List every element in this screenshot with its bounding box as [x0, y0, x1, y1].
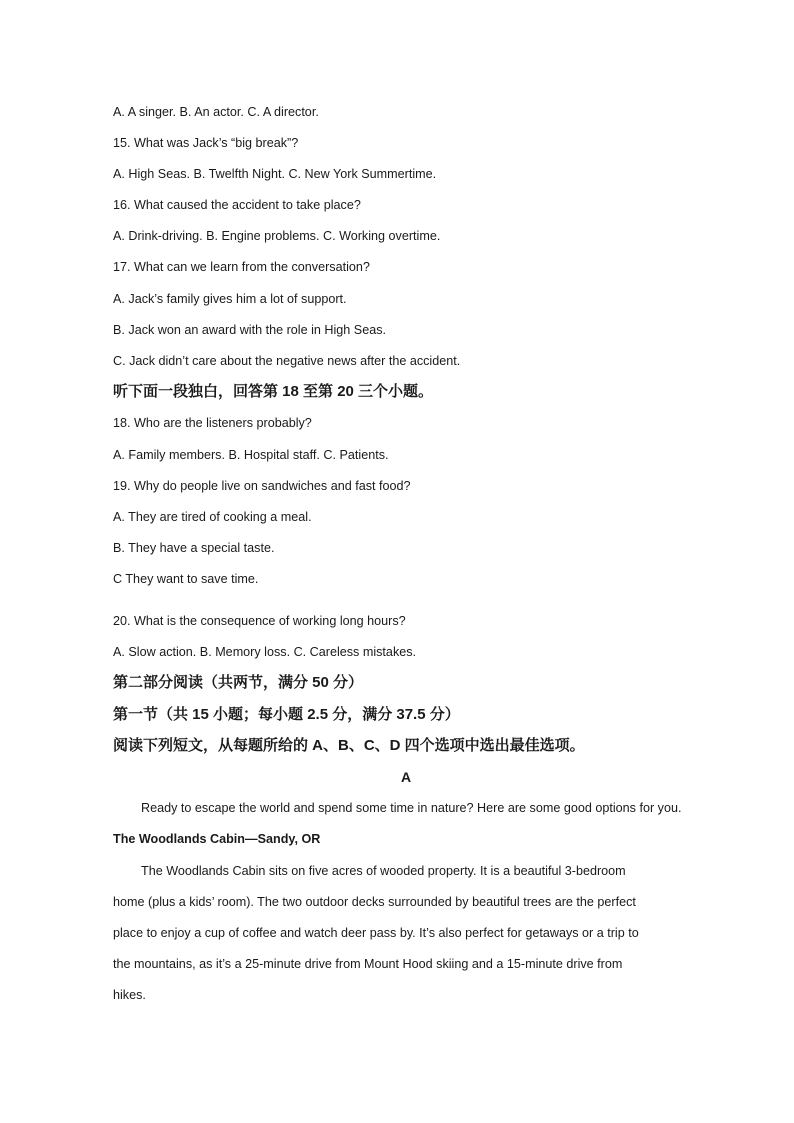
option-b-q19: B. They have a special taste.	[113, 541, 275, 555]
option-c-q19: C They want to save time.	[113, 572, 259, 586]
passage-a-title: A	[400, 769, 412, 785]
option-line-q14: A. A singer. B. An actor. C. A director.	[113, 105, 319, 119]
option-c-q17: C. Jack didn’t care about the negative news after the accident.	[113, 354, 461, 368]
question-18: 18. Who are the listeners probably?	[113, 416, 312, 430]
part-two-heading: 第二部分阅读（共两节，满分 50 分）	[113, 674, 364, 691]
passage-paragraph-line-5: hikes.	[113, 988, 146, 1002]
option-line-q18: A. Family members. B. Hospital staff. C. Patients.	[113, 448, 389, 462]
reading-instruction-heading: 阅读下列短文，从每题所给的 A、B、C、D 四个选项中选出最佳选项。	[113, 737, 585, 754]
question-17: 17. What can we learn from the conversation?	[113, 260, 370, 274]
option-line-q15: A. High Seas. B. Twelfth Night. C. New York Summertime.	[113, 167, 437, 181]
question-16: 16. What caused the accident to take place?	[113, 198, 361, 212]
listening-instruction-heading: 听下面一段独白，回答第 18 至第 20 三个小题。	[113, 383, 434, 400]
question-15: 15. What was Jack’s “big break”?	[113, 136, 299, 150]
option-b-q17: B. Jack won an award with the role in High Seas.	[113, 323, 387, 337]
option-a-q19: A. They are tired of cooking a meal.	[113, 510, 312, 524]
passage-paragraph-line-3: place to enjoy a cup of coffee and watch deer pass by. It’s also perfect for getaways or a trip to	[113, 926, 639, 940]
question-20: 20. What is the consequence of working long hours?	[113, 614, 406, 628]
passage-intro: Ready to escape the world and spend some time in nature? Here are some good options for you.	[141, 801, 682, 815]
section-one-heading: 第一节（共 15 小题；每小题 2.5 分，满分 37.5 分）	[113, 706, 460, 723]
passage-paragraph-line-2: home (plus a kids’ room). The two outdoor decks surrounded by beautiful trees are the perfect	[113, 895, 636, 909]
passage-paragraph-line-1: The Woodlands Cabin sits on five acres of wooded property. It is a beautiful 3-bedroom	[141, 864, 626, 878]
option-line-q16: A. Drink-driving. B. Engine problems. C. Working overtime.	[113, 229, 441, 243]
passage-paragraph-line-4: the mountains, as it’s a 25-minute drive from Mount Hood skiing and a 15-minute drive from	[113, 957, 623, 971]
passage-subheading: The Woodlands Cabin—Sandy, OR	[113, 832, 321, 846]
option-a-q17: A. Jack’s family gives him a lot of support.	[113, 292, 347, 306]
question-19: 19. Why do people live on sandwiches and fast food?	[113, 479, 411, 493]
option-line-q20: A. Slow action. B. Memory loss. C. Careless mistakes.	[113, 645, 417, 659]
